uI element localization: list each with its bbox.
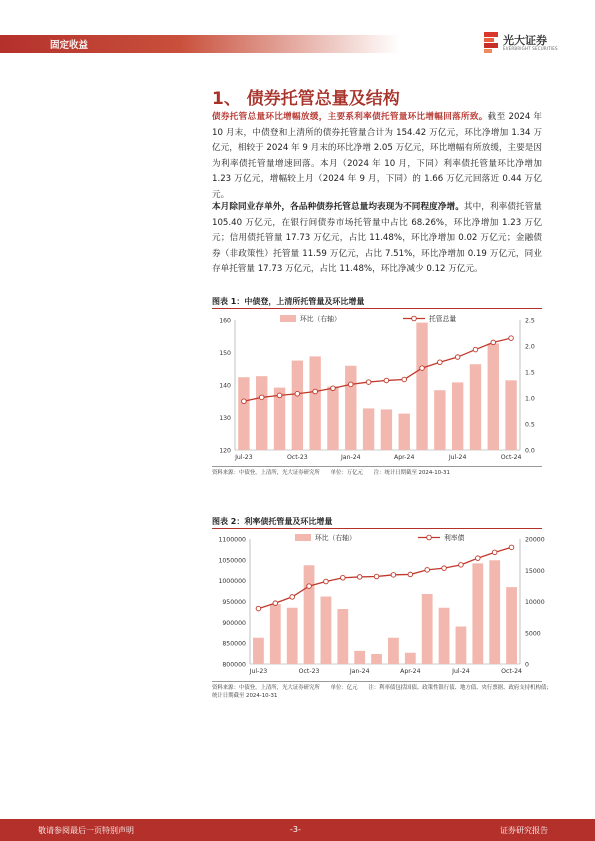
x-tick-label: Apr-24: [394, 454, 415, 461]
bar: [506, 587, 517, 664]
x-tick-label: Apr-24: [400, 668, 421, 675]
left-tick-label: 1050000: [218, 557, 246, 565]
page-number: -3-: [290, 825, 301, 834]
line-point: [391, 573, 396, 578]
line-point: [324, 579, 329, 584]
figure-1-title: 图表 1：中债登，上清所托管量及环比增量: [212, 297, 365, 306]
legend-bar-label: 环比（右轴）: [300, 315, 341, 323]
bar: [456, 627, 467, 665]
bar: [292, 361, 303, 450]
x-tick-label: Oct-24: [501, 668, 522, 675]
figure-2-rule: [212, 528, 542, 529]
bar: [270, 604, 281, 664]
bar: [354, 651, 365, 664]
right-tick-label: 20000: [525, 536, 545, 544]
figure-2-source-rule: [212, 681, 542, 682]
right-tick-label: 0.5: [525, 421, 535, 429]
line-point: [384, 378, 389, 383]
bar: [416, 323, 427, 450]
left-tick-label: 120: [219, 447, 231, 455]
line-point: [259, 395, 264, 400]
right-tick-label: 1.0: [525, 395, 535, 403]
bar: [238, 377, 249, 450]
logo-mark-icon: [484, 32, 498, 54]
x-tick-label: Jan-24: [340, 454, 361, 461]
line-point: [438, 360, 443, 365]
bar: [309, 356, 320, 450]
right-tick-label: 1.5: [525, 369, 535, 377]
line-point: [408, 572, 413, 577]
line-point: [341, 575, 346, 580]
figure-1-source-rule: [212, 466, 542, 467]
bar: [371, 654, 382, 664]
line-point: [509, 336, 514, 341]
paragraph-1-lead: 债券托管总量环比增幅放缓，主要系利率债托管量环比增幅回落所致。: [212, 112, 488, 122]
bar: [327, 387, 338, 450]
right-tick-label: 2.0: [525, 343, 535, 351]
right-tick-label: 0.0: [525, 447, 535, 455]
bar: [439, 608, 450, 664]
bar: [337, 609, 348, 664]
line-point: [313, 389, 318, 394]
bar: [321, 597, 332, 665]
right-tick-label: 10000: [525, 599, 545, 606]
left-tick-label: 1100000: [218, 536, 246, 544]
left-tick-label: 850000: [222, 640, 246, 648]
right-tick-label: 2.5: [525, 317, 535, 325]
figure-1-source: 资料来源：中债登，上清所，光大证券研究所 单位：万亿元 注：统计日期截至 2024-10-31: [212, 470, 450, 476]
legend-bar-swatch: [280, 315, 296, 322]
line-point: [242, 399, 247, 404]
paragraph-1-body: 截至 2024 年 10 月末，中债登和上清所的债券托管量合计为 154.42 万亿元，环比净增加 1.34 万亿元，相较于 2024 年 9 月末的环比净增 2.05 万亿元，环比增幅有所放缓，主要是因为利率债托管量增速回落。本月（2024 年 10 月，下同）利率债托管量环比净增加 1.23 万亿元，增幅较上月（2024 年 9 月，下同）的 1.66 万亿元回落近 0.44 万亿元。: [212, 112, 542, 200]
x-tick-label: Jul-24: [452, 668, 470, 675]
line-point: [366, 380, 371, 385]
footer-report-type: 证券研究报告: [500, 826, 548, 835]
figure-1-rule: [212, 308, 542, 309]
line-point: [348, 382, 353, 387]
bar: [405, 653, 416, 664]
x-tick-label: Oct-24: [500, 454, 522, 461]
bar: [256, 376, 267, 450]
x-tick-label: Jan-24: [349, 668, 370, 675]
figure-2-title: 图表 2：利率债托管量及环比增量: [212, 517, 333, 526]
x-tick-label: Jul-24: [448, 454, 467, 461]
line-point: [491, 340, 496, 345]
x-tick-label: Oct-23: [286, 454, 308, 461]
bar: [363, 408, 374, 450]
logo-cn-text: 光大证券: [503, 34, 547, 47]
logo-en-text: EVERBRIGHT SECURITIES: [503, 46, 558, 51]
line-point: [473, 347, 478, 352]
bar: [434, 390, 445, 450]
line-point: [459, 563, 464, 568]
bar: [253, 638, 264, 664]
paragraph-2-lead: 本月除同业存单外，各品种债券托管总量均表现为不同程度净增。: [212, 202, 464, 212]
x-tick-label: Jul-23: [249, 668, 268, 675]
bar: [287, 608, 298, 664]
footer-band: [0, 819, 595, 841]
x-tick-label: Oct-23: [298, 668, 320, 675]
legend-line-label: 利率债: [444, 534, 465, 542]
section-tag: 固定收益: [50, 40, 89, 51]
left-tick-label: 160: [219, 317, 231, 325]
bar: [399, 414, 410, 450]
line-point: [307, 584, 312, 589]
line-point: [476, 556, 481, 561]
left-tick-label: 150: [219, 350, 231, 357]
legend-line-marker: [427, 535, 432, 540]
line-point: [402, 377, 407, 382]
bar: [488, 343, 499, 450]
line-point: [256, 606, 261, 611]
line-point: [420, 366, 425, 371]
line-point: [425, 568, 430, 573]
x-tick-label: Jul-23: [235, 454, 253, 461]
bar: [388, 638, 399, 664]
legend-bar-swatch: [295, 534, 311, 541]
left-tick-label: 140: [219, 382, 231, 390]
left-tick-label: 130: [219, 415, 231, 422]
bar: [505, 380, 516, 450]
bar: [422, 594, 433, 664]
bar: [452, 382, 463, 450]
line-point: [455, 355, 460, 360]
brand-logo: [484, 32, 559, 56]
bar: [345, 366, 356, 450]
line-point: [492, 550, 497, 555]
header-band: [0, 35, 400, 53]
figure-2-source: 资料来源：中债登，上清所，光大证券研究所 单位：亿元 注：利率债包括国债、政策性银行债、地方债、央行票据、政府支持机构债；统计日期截至 2024-10-31: [212, 685, 552, 699]
bar: [489, 560, 500, 664]
bar: [472, 563, 483, 664]
left-tick-label: 1000000: [218, 578, 246, 586]
legend-line-label: 托管总量: [429, 315, 457, 323]
line-point: [509, 545, 514, 550]
bar: [470, 364, 481, 450]
legend-line-marker: [412, 316, 417, 321]
figure-2-chart: [210, 530, 550, 680]
paragraph-2: [212, 200, 542, 278]
line-point: [357, 575, 362, 580]
right-tick-label: 0: [525, 661, 529, 669]
line-point: [295, 391, 300, 396]
left-tick-label: 950000: [222, 599, 246, 606]
line-point: [290, 595, 295, 600]
footer-disclaimer-link[interactable]: 敬请参阅最后一页特别声明: [38, 826, 134, 835]
line-point: [442, 566, 447, 571]
left-tick-label: 800000: [222, 661, 246, 669]
section-title: 1、 债券托管总量及结构: [212, 89, 400, 109]
legend-bar-label: 环比（右轴）: [315, 534, 356, 542]
line-point: [277, 393, 282, 398]
bar: [381, 409, 392, 450]
paragraph-1: [212, 110, 542, 204]
line-point: [374, 574, 379, 579]
line-point: [273, 601, 278, 606]
left-tick-label: 900000: [222, 619, 246, 627]
right-tick-label: 5000: [525, 630, 541, 638]
paragraph-2-body: 其中，利率债托管量 105.40 万亿元，在银行间债券市场托管量中占比 68.26%，环比净增加 1.23 万亿元；信用债托管量 17.73 万亿元，占比 11.48%，环比净增加 0.02 万亿元；金融债券（非政策性）托管量 11.59 万亿元，占比 7.51%，环比净增加 0.19 万亿元，同业存单托管量 17.73 万亿元，占比 11.48%，环比净减少 0.12 万亿元。: [212, 202, 542, 275]
bar: [304, 565, 315, 664]
right-tick-label: 15000: [525, 567, 545, 575]
line-point: [331, 386, 336, 391]
figure-1-chart: [210, 310, 550, 466]
